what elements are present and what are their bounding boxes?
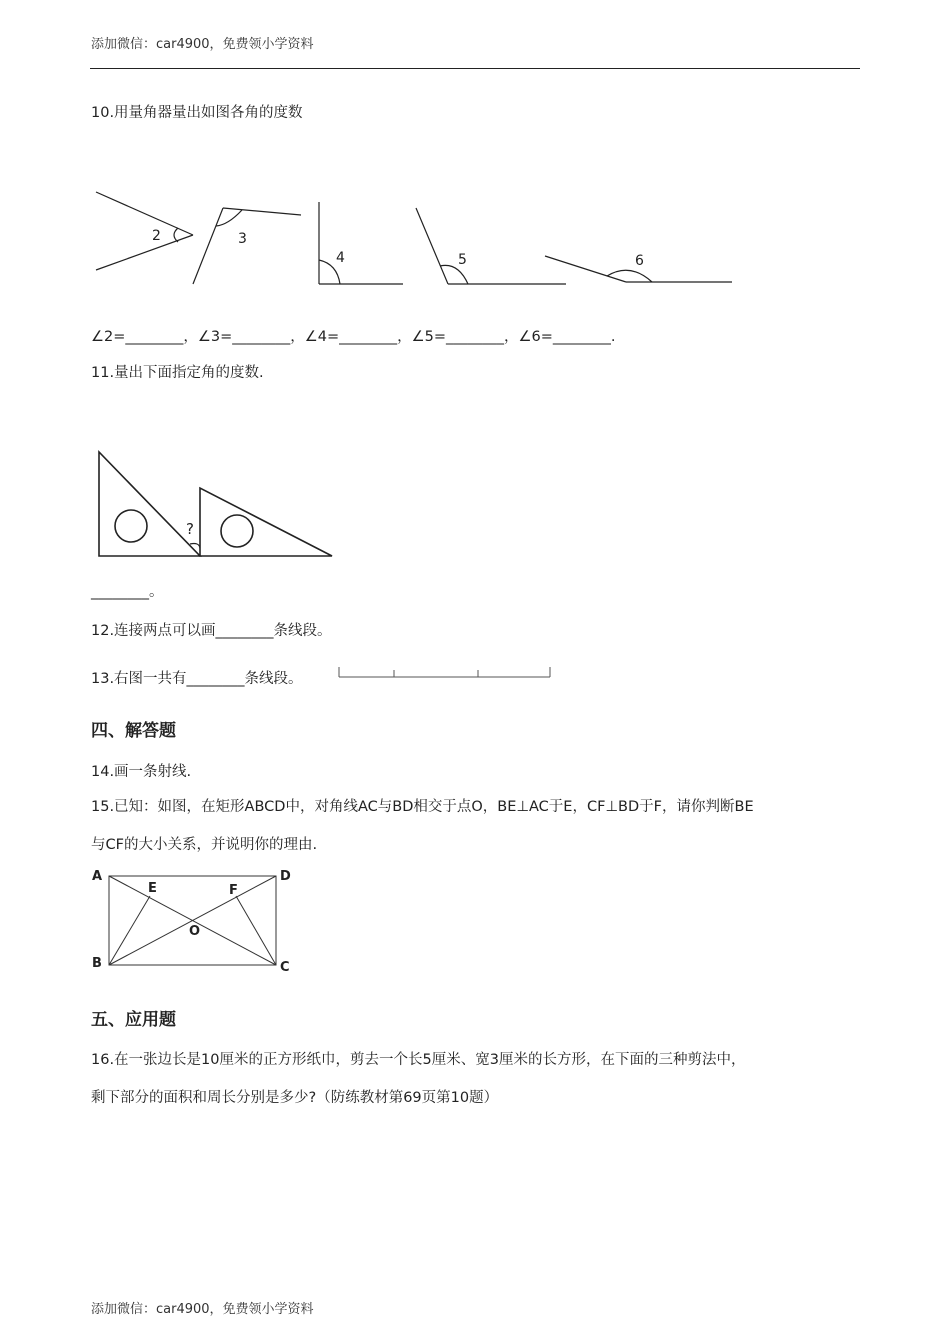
point-e-label: E: [148, 881, 157, 896]
angle-2-arc: [174, 228, 178, 242]
section-5-title: 五、应用题: [91, 1010, 176, 1030]
question-16-line-1: 16.在一张边长是10厘米的正方形纸巾，剪去一个长5厘米、宽3厘米的长方形，在下面的三种剪法中，: [91, 1052, 746, 1068]
q15-rectangle-figure: [88, 864, 298, 976]
segment-be: [109, 896, 150, 965]
q11-triangles-figure: [95, 448, 340, 563]
question-15-line-1: 15.已知：如图，在矩形ABCD中，对角线AC与BD相交于点O，BE⊥AC于E，CF⊥BD于F，请你判断BE: [91, 799, 754, 815]
angle-2-ray-top: [96, 192, 193, 235]
right-triangle-hole: [221, 515, 253, 547]
angle-6-arc: [607, 270, 652, 282]
question-10-answer-line: ∠2=________，∠3=________，∠4=________，∠5=________，∠6=________.: [91, 329, 616, 345]
angle-6-label: 6: [635, 253, 644, 269]
point-d-label: D: [280, 869, 291, 884]
right-triangle: [200, 488, 332, 556]
angle-3-ray-right: [223, 208, 301, 215]
header-divider: [90, 68, 860, 69]
q10-angles-figure: [90, 180, 740, 295]
question-13-text: 13.右图一共有________条线段。: [91, 671, 303, 687]
left-triangle-hole: [115, 510, 147, 542]
angle-3-label: 3: [238, 231, 247, 247]
angle-2-label: 2: [152, 228, 161, 244]
point-a-label: A: [92, 869, 103, 884]
q13-segment-figure: [336, 662, 556, 682]
angle-3-ray-left: [193, 208, 223, 284]
angle-3-arc: [216, 210, 242, 226]
angle-5-ray-up: [416, 208, 448, 284]
section-4-title: 四、解答题: [91, 721, 176, 741]
angle-4-label: 4: [336, 250, 345, 266]
question-10-text: 10.用量角器量出如图各角的度数: [91, 105, 303, 121]
question-11-answer-line: ________。: [91, 584, 164, 600]
question-15-line-2: 与CF的大小关系，并说明你的理由.: [91, 837, 318, 853]
header-text: 添加微信：car4900，免费领小学资料: [91, 37, 314, 52]
left-triangle: [99, 452, 200, 556]
point-f-label: F: [229, 883, 238, 898]
angle-2-ray-bottom: [96, 235, 193, 270]
point-b-label: B: [92, 956, 102, 971]
question-11-text: 11.量出下面指定角的度数.: [91, 365, 264, 381]
footer-text: 添加微信：car4900，免费领小学资料: [91, 1302, 314, 1317]
point-c-label: C: [280, 960, 290, 975]
unknown-angle-mark: ?: [186, 520, 194, 538]
point-o-label: O: [189, 924, 201, 939]
question-12-text: 12.连接两点可以画________条线段。: [91, 623, 332, 639]
angle-6-ray-left: [545, 256, 626, 282]
question-16-line-2: 剩下部分的面积和周长分别是多少?（防练教材第69页第10题）: [91, 1090, 499, 1106]
question-14-text: 14.画一条射线.: [91, 764, 192, 780]
angle-5-label: 5: [458, 252, 467, 268]
